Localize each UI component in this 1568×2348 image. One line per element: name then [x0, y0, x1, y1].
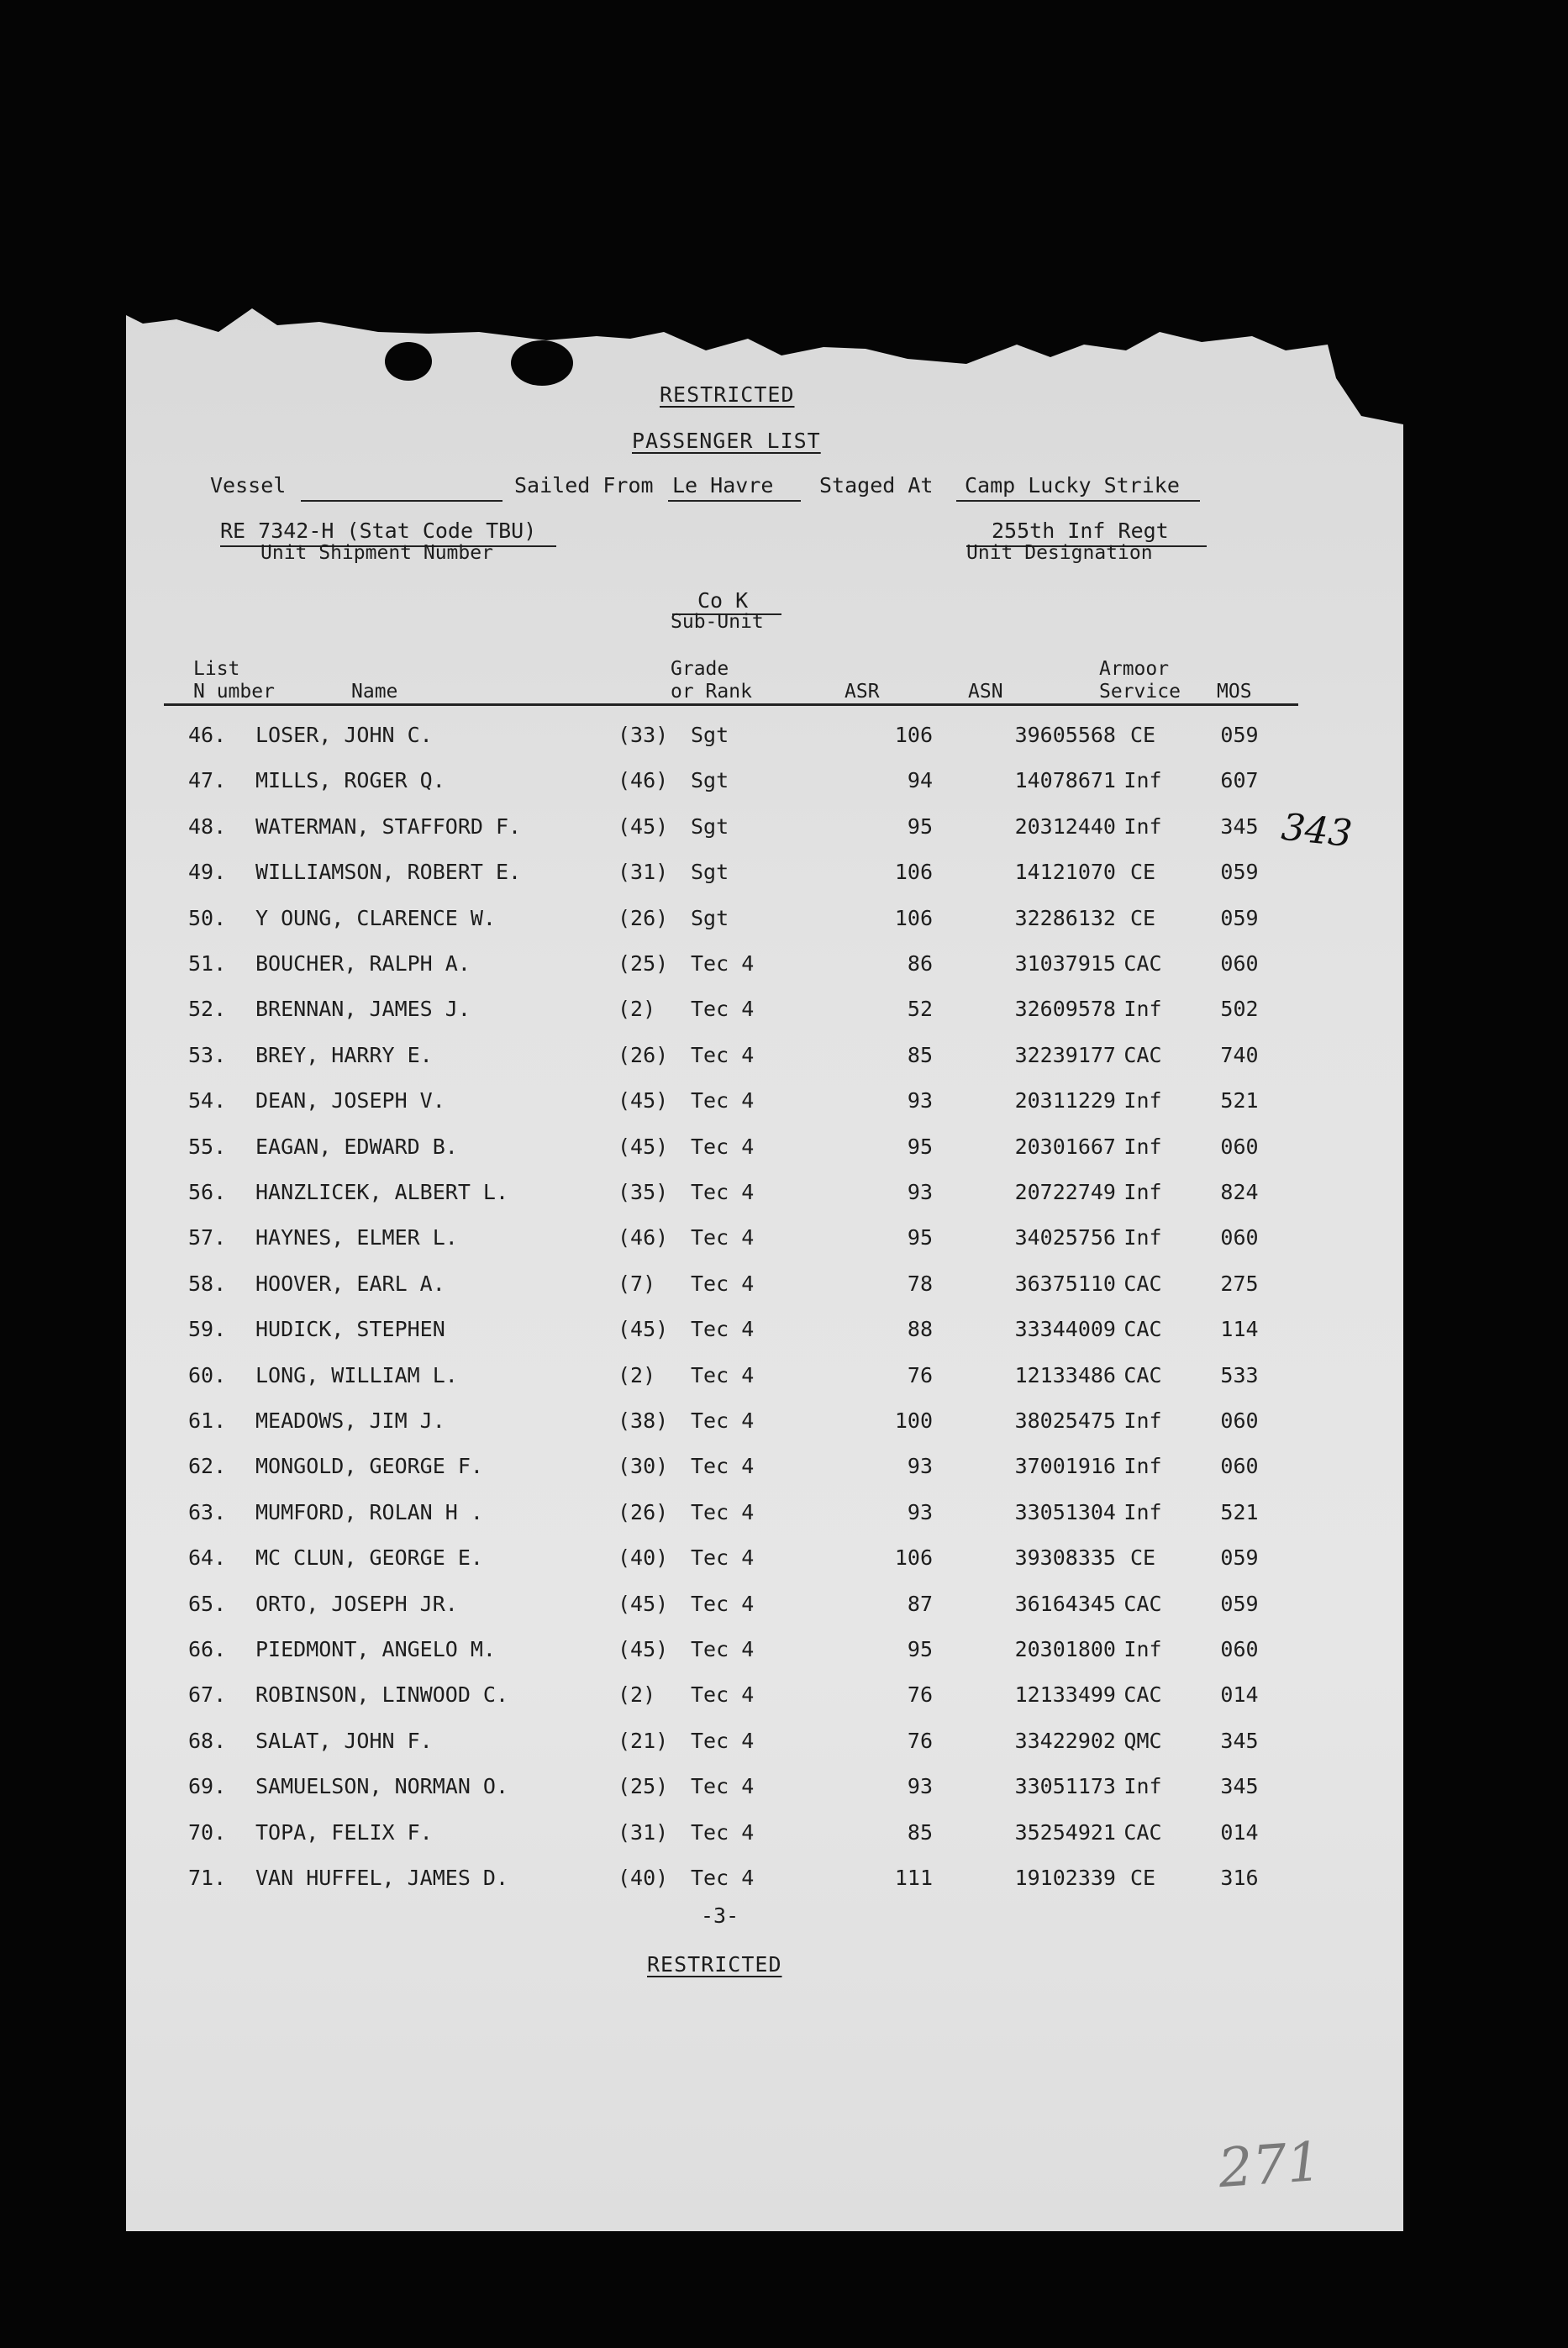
- table-row: [126, 1454, 1403, 1499]
- unit-shipment-value: RE 7342-H (Stat Code TBU): [220, 519, 537, 543]
- asr-score: 93: [907, 1088, 933, 1113]
- col-asn: ASN: [968, 681, 1003, 703]
- sailed-from-value: Le Havre: [672, 473, 774, 498]
- asn: 39308335: [1014, 1545, 1116, 1571]
- sailed-from-line: [668, 500, 801, 502]
- age-code: (25): [618, 1774, 669, 1799]
- arm-service: CE: [1129, 860, 1156, 885]
- list-number: 66.: [188, 1637, 227, 1661]
- arm-service: CAC: [1123, 1591, 1162, 1616]
- asn: 32239177: [1014, 1042, 1116, 1067]
- grade: Tec 4: [691, 1271, 755, 1296]
- list-number: 62.: [188, 1454, 227, 1479]
- table-row: [126, 1043, 1403, 1088]
- arm-service: Inf: [1123, 1637, 1162, 1661]
- list-number: 69.: [188, 1774, 227, 1799]
- mos-code: 502: [1220, 997, 1259, 1022]
- arm-service: CAC: [1123, 1317, 1162, 1342]
- asn: 20312440: [1014, 813, 1116, 839]
- passenger-name: MC CLUN, GEORGE E.: [255, 1545, 483, 1571]
- asr-score: 106: [894, 905, 933, 930]
- arm-service: Inf: [1123, 768, 1162, 793]
- list-number: 58.: [188, 1271, 227, 1296]
- asn: 38025475: [1014, 1408, 1116, 1433]
- table-row: [126, 1729, 1403, 1774]
- asn: 31037915: [1014, 951, 1116, 976]
- arm-service: CE: [1129, 723, 1156, 747]
- arm-service: CAC: [1123, 1042, 1162, 1067]
- age-code: (30): [618, 1454, 669, 1479]
- passenger-name: LOSER, JOHN C.: [255, 723, 433, 747]
- asr-score: 111: [894, 1866, 933, 1890]
- age-code: (40): [618, 1866, 669, 1890]
- table-row: [126, 1363, 1403, 1408]
- table-row: [126, 1545, 1403, 1591]
- asr-score: 76: [907, 1362, 933, 1387]
- mos-code: 014: [1220, 1682, 1259, 1708]
- grade: Tec 4: [691, 1225, 755, 1250]
- table-row: [126, 1866, 1403, 1911]
- mos-code: 533: [1220, 1362, 1259, 1387]
- mos-code: 059: [1220, 905, 1259, 930]
- list-number: 67.: [188, 1682, 227, 1708]
- table-row: [126, 814, 1403, 860]
- mos-code: 060: [1220, 1454, 1259, 1479]
- table-row: [126, 1408, 1403, 1454]
- grade: Tec 4: [691, 1317, 755, 1342]
- punch-hole-left: [385, 342, 432, 381]
- list-number: 64.: [188, 1545, 227, 1571]
- grade: Sgt: [691, 860, 729, 885]
- passenger-name: MILLS, ROGER Q.: [255, 768, 445, 793]
- asn: 32609578: [1014, 997, 1116, 1022]
- mos-code: 060: [1220, 951, 1259, 976]
- asr-score: 93: [907, 1454, 933, 1479]
- passenger-name: LONG, WILLIAM L.: [255, 1362, 458, 1387]
- grade: Tec 4: [691, 1637, 755, 1661]
- age-code: (45): [618, 1317, 669, 1342]
- grade: Tec 4: [691, 1499, 755, 1524]
- passenger-name: ORTO, JOSEPH JR.: [255, 1591, 458, 1616]
- age-code: (7): [618, 1271, 656, 1296]
- table-row: [126, 1271, 1403, 1317]
- table-row: [126, 997, 1403, 1042]
- passenger-name: BREY, HARRY E.: [255, 1042, 433, 1067]
- list-number: 48.: [188, 813, 227, 839]
- mos-code: 060: [1220, 1225, 1259, 1250]
- list-number: 59.: [188, 1317, 227, 1342]
- list-number: 49.: [188, 860, 227, 885]
- age-code: (26): [618, 1042, 669, 1067]
- mos-code: 824: [1220, 1180, 1259, 1204]
- asr-score: 94: [907, 768, 933, 793]
- mos-code: 059: [1220, 1545, 1259, 1571]
- asn: 20301667: [1014, 1134, 1116, 1159]
- unit-designation-value: 255th Inf Regt: [992, 519, 1169, 543]
- col-grade: Grade or Rank: [671, 658, 752, 703]
- grade: Tec 4: [691, 1454, 755, 1479]
- arm-service: CE: [1129, 1545, 1156, 1571]
- staged-at-value: Camp Lucky Strike: [965, 473, 1180, 498]
- asr-score: 88: [907, 1317, 933, 1342]
- list-number: 55.: [188, 1134, 227, 1159]
- passenger-name: MONGOLD, GEORGE F.: [255, 1454, 483, 1479]
- col-mos: MOS: [1217, 681, 1252, 703]
- age-code: (38): [618, 1408, 669, 1433]
- sailed-from-label: Sailed From: [514, 473, 654, 498]
- age-code: (45): [618, 1088, 669, 1113]
- list-number: 56.: [188, 1180, 227, 1204]
- grade: Tec 4: [691, 1180, 755, 1204]
- table-row: [126, 1180, 1403, 1225]
- handwritten-number: 271: [1216, 2130, 1323, 2201]
- list-number: 65.: [188, 1591, 227, 1616]
- list-number: 70.: [188, 1819, 227, 1845]
- arm-service: Inf: [1123, 1134, 1162, 1159]
- mos-code: 060: [1220, 1637, 1259, 1661]
- table-row: [126, 906, 1403, 951]
- asr-score: 93: [907, 1180, 933, 1204]
- arm-service: Inf: [1123, 1774, 1162, 1799]
- asn: 14078671: [1014, 768, 1116, 793]
- asn: 35254921: [1014, 1819, 1116, 1845]
- sub-unit-label: Sub-Unit: [671, 611, 764, 633]
- staged-at-label: Staged At: [819, 473, 934, 498]
- table-row: [126, 1592, 1403, 1637]
- age-code: (2): [618, 1362, 656, 1387]
- age-code: (45): [618, 1591, 669, 1616]
- grade: Tec 4: [691, 1682, 755, 1708]
- mos-code: 607: [1220, 768, 1259, 793]
- restricted-header: RESTRICTED: [660, 382, 795, 407]
- unit-designation-label: Unit Designation: [966, 542, 1153, 564]
- col-list-number: List N umber: [193, 658, 275, 703]
- mos-code: 060: [1220, 1134, 1259, 1159]
- age-code: (35): [618, 1180, 669, 1204]
- col-asr: ASR: [845, 681, 880, 703]
- grade: Tec 4: [691, 1042, 755, 1067]
- age-code: (45): [618, 1134, 669, 1159]
- arm-service: CE: [1129, 1866, 1156, 1890]
- table-row: [126, 768, 1403, 813]
- arm-service: CAC: [1123, 951, 1162, 976]
- arm-service: Inf: [1123, 1180, 1162, 1204]
- grade: Sgt: [691, 813, 729, 839]
- mos-code: 114: [1220, 1317, 1259, 1342]
- grade: Tec 4: [691, 1362, 755, 1387]
- age-code: (31): [618, 1819, 669, 1845]
- asn: 33344009: [1014, 1317, 1116, 1342]
- asr-score: 95: [907, 813, 933, 839]
- table-row: [126, 1225, 1403, 1271]
- grade: Sgt: [691, 768, 729, 793]
- list-number: 57.: [188, 1225, 227, 1250]
- asn: 33051173: [1014, 1774, 1116, 1799]
- arm-service: Inf: [1123, 1408, 1162, 1433]
- table-row: [126, 1500, 1403, 1545]
- mos-code: 345: [1220, 813, 1259, 839]
- asr-score: 85: [907, 1819, 933, 1845]
- arm-service: CE: [1129, 905, 1156, 930]
- asr-score: 93: [907, 1774, 933, 1799]
- grade: Tec 4: [691, 1408, 755, 1433]
- list-number: 52.: [188, 997, 227, 1022]
- passenger-name: WILLIAMSON, ROBERT E.: [255, 860, 522, 885]
- age-code: (2): [618, 997, 656, 1022]
- asr-score: 76: [907, 1728, 933, 1753]
- grade: Tec 4: [691, 1819, 755, 1845]
- asn: 37001916: [1014, 1454, 1116, 1479]
- grade: Tec 4: [691, 1591, 755, 1616]
- age-code: (45): [618, 1637, 669, 1661]
- passenger-name: HUDICK, STEPHEN: [255, 1317, 445, 1342]
- mos-code: 059: [1220, 1591, 1259, 1616]
- asr-score: 85: [907, 1042, 933, 1067]
- arm-service: Inf: [1123, 997, 1162, 1022]
- age-code: (21): [618, 1728, 669, 1753]
- arm-service: Inf: [1123, 1225, 1162, 1250]
- asr-score: 106: [894, 860, 933, 885]
- document-page: [126, 298, 1403, 2231]
- passenger-name: HANZLICEK, ALBERT L.: [255, 1180, 509, 1204]
- table-row: [126, 1135, 1403, 1180]
- table-row: [126, 951, 1403, 997]
- col-name: Name: [351, 681, 398, 703]
- asn: 20722749: [1014, 1180, 1116, 1204]
- asn: 33422902: [1014, 1728, 1116, 1753]
- age-code: (2): [618, 1682, 656, 1708]
- grade: Tec 4: [691, 1134, 755, 1159]
- table-row: [126, 1682, 1403, 1728]
- asn: 36375110: [1014, 1271, 1116, 1296]
- arm-service: CAC: [1123, 1682, 1162, 1708]
- age-code: (26): [618, 1499, 669, 1524]
- list-number: 47.: [188, 768, 227, 793]
- list-number: 54.: [188, 1088, 227, 1113]
- passenger-name: DEAN, JOSEPH V.: [255, 1088, 445, 1113]
- passenger-name: EAGAN, EDWARD B.: [255, 1134, 458, 1159]
- list-number: 61.: [188, 1408, 227, 1433]
- asn: 19102339: [1014, 1866, 1116, 1890]
- asn: 20301800: [1014, 1637, 1116, 1661]
- passenger-name: MUMFORD, ROLAN H .: [255, 1499, 483, 1524]
- asr-score: 86: [907, 951, 933, 976]
- asr-score: 106: [894, 1545, 933, 1571]
- list-number: 71.: [188, 1866, 227, 1890]
- age-code: (46): [618, 1225, 669, 1250]
- mos-code: 060: [1220, 1408, 1259, 1433]
- arm-service: Inf: [1123, 1088, 1162, 1113]
- list-number: 68.: [188, 1728, 227, 1753]
- asr-score: 106: [894, 723, 933, 747]
- passenger-name: VAN HUFFEL, JAMES D.: [255, 1866, 509, 1890]
- mos-code: 345: [1220, 1774, 1259, 1799]
- grade: Tec 4: [691, 1774, 755, 1799]
- staged-at-line: [956, 500, 1200, 502]
- asn: 39605568: [1014, 723, 1116, 747]
- asr-score: 95: [907, 1134, 933, 1159]
- list-number: 60.: [188, 1362, 227, 1387]
- mos-code: 059: [1220, 860, 1259, 885]
- torn-edge: [126, 298, 1403, 433]
- age-code: (46): [618, 768, 669, 793]
- passenger-name: Y OUNG, CLARENCE W.: [255, 905, 496, 930]
- grade: Tec 4: [691, 1088, 755, 1113]
- asr-score: 87: [907, 1591, 933, 1616]
- grade: Tec 4: [691, 1728, 755, 1753]
- age-code: (26): [618, 905, 669, 930]
- sub-unit-value: Co K: [697, 588, 749, 613]
- age-code: (25): [618, 951, 669, 976]
- passenger-name: HOOVER, EARL A.: [255, 1271, 445, 1296]
- passenger-name: BOUCHER, RALPH A.: [255, 951, 471, 976]
- mos-code: 275: [1220, 1271, 1259, 1296]
- table-row: [126, 723, 1403, 768]
- passenger-name: TOPA, FELIX F.: [255, 1819, 433, 1845]
- passenger-name: ROBINSON, LINWOOD C.: [255, 1682, 509, 1708]
- asn: 14121070: [1014, 860, 1116, 885]
- table-row: [126, 1820, 1403, 1866]
- passenger-name: SALAT, JOHN F.: [255, 1728, 433, 1753]
- list-number: 53.: [188, 1042, 227, 1067]
- table-row: [126, 1774, 1403, 1819]
- passenger-name: PIEDMONT, ANGELO M.: [255, 1637, 496, 1661]
- asr-score: 95: [907, 1225, 933, 1250]
- arm-service: CAC: [1123, 1271, 1162, 1296]
- asn: 33051304: [1014, 1499, 1116, 1524]
- header-rule: [164, 703, 1298, 706]
- table-row: [126, 1088, 1403, 1134]
- list-number: 50.: [188, 905, 227, 930]
- asr-score: 52: [907, 997, 933, 1022]
- table-row: [126, 1317, 1403, 1362]
- asr-score: 100: [894, 1408, 933, 1433]
- list-number: 63.: [188, 1499, 227, 1524]
- passenger-name: SAMUELSON, NORMAN O.: [255, 1774, 509, 1799]
- list-number: 46.: [188, 723, 227, 747]
- table-row: [126, 1637, 1403, 1682]
- page-number: -3-: [701, 1903, 739, 1928]
- asn: 36164345: [1014, 1591, 1116, 1616]
- mos-code: 345: [1220, 1728, 1259, 1753]
- age-code: (33): [618, 723, 669, 747]
- asn: 20311229: [1014, 1088, 1116, 1113]
- asn: 12133499: [1014, 1682, 1116, 1708]
- arm-service: Inf: [1123, 1499, 1162, 1524]
- passenger-name: HAYNES, ELMER L.: [255, 1225, 458, 1250]
- arm-service: Inf: [1123, 1454, 1162, 1479]
- grade: Tec 4: [691, 1545, 755, 1571]
- grade: Tec 4: [691, 1866, 755, 1890]
- mos-code: 059: [1220, 723, 1259, 747]
- grade: Tec 4: [691, 997, 755, 1022]
- mos-code: 521: [1220, 1499, 1259, 1524]
- arm-service: QMC: [1123, 1728, 1162, 1753]
- asn: 34025756: [1014, 1225, 1116, 1250]
- grade: Tec 4: [691, 951, 755, 976]
- mos-code: 316: [1220, 1866, 1259, 1890]
- document-title: PASSENGER LIST: [632, 429, 821, 453]
- arm-service: Inf: [1123, 813, 1162, 839]
- restricted-footer: RESTRICTED: [647, 1952, 782, 1977]
- table-row: [126, 860, 1403, 905]
- passenger-name: WATERMAN, STAFFORD F.: [255, 813, 522, 839]
- age-code: (45): [618, 813, 669, 839]
- mos-code: 740: [1220, 1042, 1259, 1067]
- mos-code: 521: [1220, 1088, 1259, 1113]
- age-code: (31): [618, 860, 669, 885]
- passenger-name: BRENNAN, JAMES J.: [255, 997, 471, 1022]
- vessel-label: Vessel: [210, 473, 287, 498]
- age-code: (40): [618, 1545, 669, 1571]
- asn: 32286132: [1014, 905, 1116, 930]
- asr-score: 78: [907, 1271, 933, 1296]
- grade: Sgt: [691, 723, 729, 747]
- asr-score: 95: [907, 1637, 933, 1661]
- passenger-name: MEADOWS, JIM J.: [255, 1408, 445, 1433]
- mos-code: 014: [1220, 1819, 1259, 1845]
- vessel-field-line: [301, 500, 502, 502]
- margin-page-number: 343: [1279, 805, 1355, 856]
- asn: 12133486: [1014, 1362, 1116, 1387]
- grade: Sgt: [691, 905, 729, 930]
- list-number: 51.: [188, 951, 227, 976]
- col-arm-service: Armoor Service: [1099, 658, 1181, 703]
- asr-score: 76: [907, 1682, 933, 1708]
- asr-score: 93: [907, 1499, 933, 1524]
- arm-service: CAC: [1123, 1362, 1162, 1387]
- unit-shipment-label: Unit Shipment Number: [260, 542, 493, 564]
- arm-service: CAC: [1123, 1819, 1162, 1845]
- punch-hole-right: [511, 340, 573, 386]
